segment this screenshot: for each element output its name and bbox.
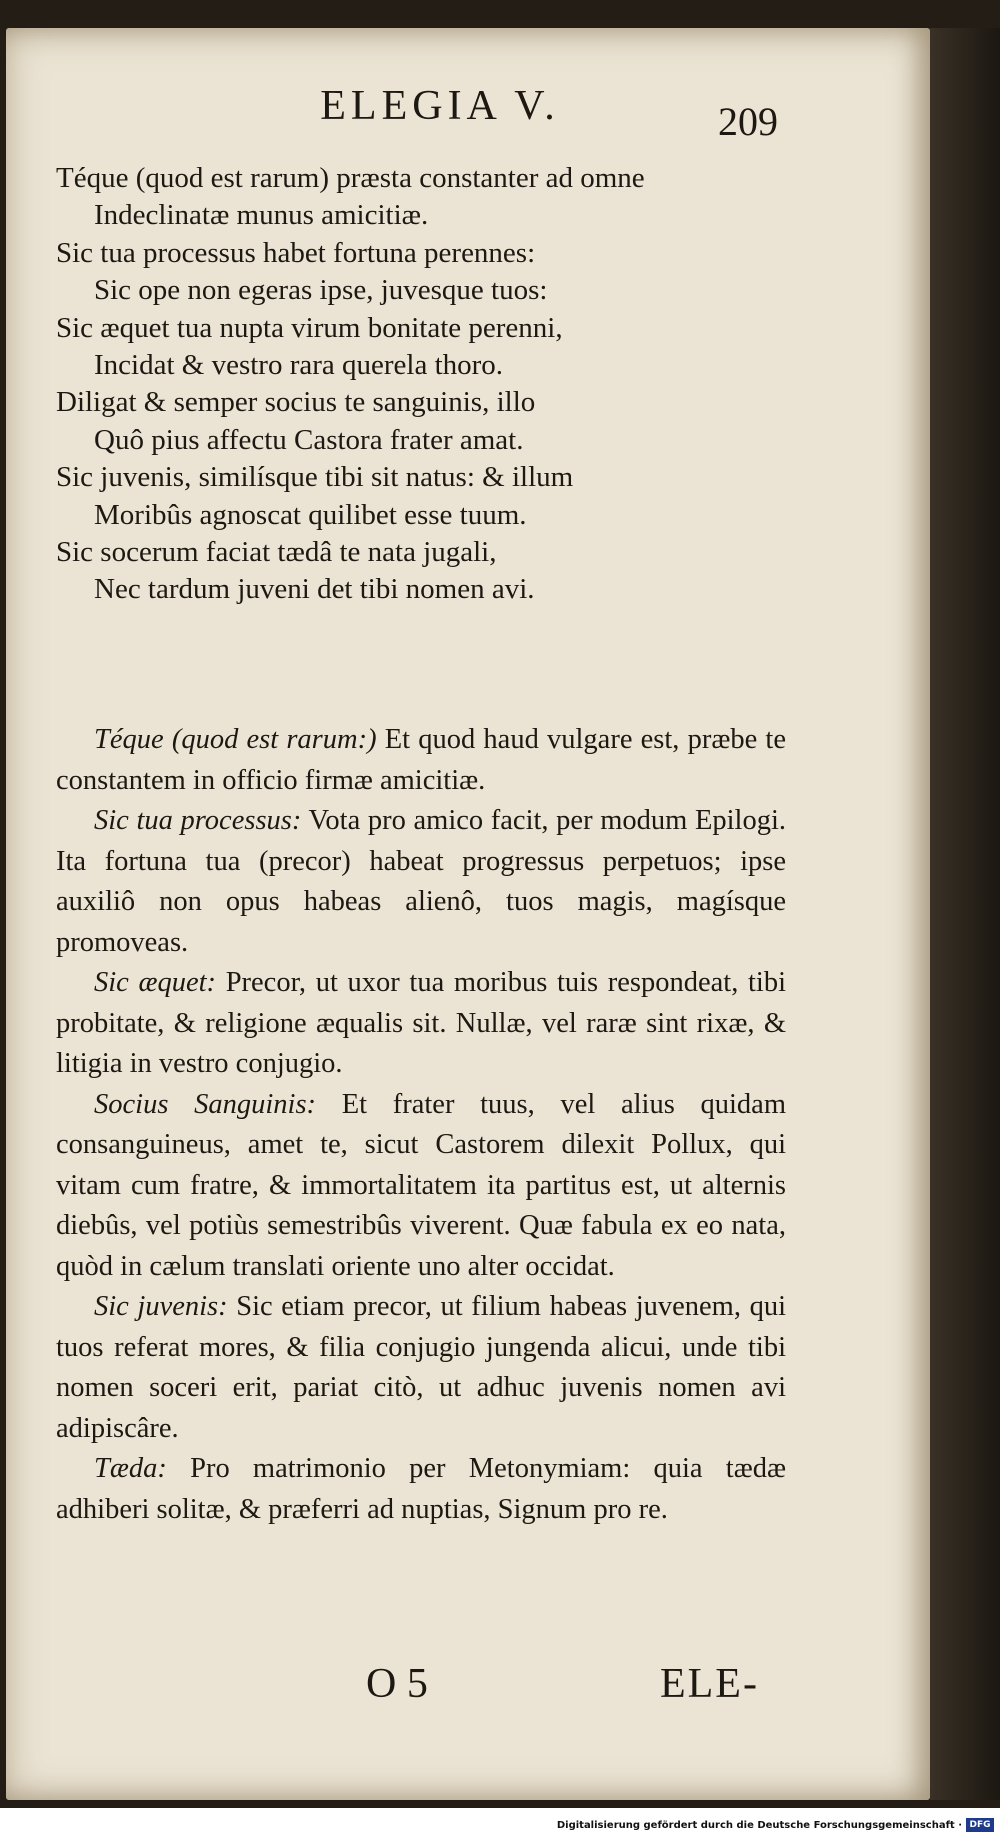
verse-line: Indeclinatæ munus amicitiæ. bbox=[94, 199, 429, 232]
verse-block bbox=[56, 160, 856, 609]
note-text: Et quod haud vulgare est, præbe te constantem in officio firmæ amicitiæ. bbox=[56, 724, 787, 796]
verse-line: Incidat & vestro rara querela thoro. bbox=[94, 349, 504, 382]
verse-line: Diligat & semper socius te sanguinis, illo bbox=[56, 386, 536, 419]
note-lemma: Sic tua processus: bbox=[94, 805, 302, 836]
note-text: Sic etiam precor, ut filium habeas juvenem, qui tuos referat mores, & filia conjugio jungenda alicui, unde tibi nomen soceri erit, pariat citò, ut adhuc juvenis nomen avi adipiscâre. bbox=[56, 1291, 786, 1444]
commentary-note bbox=[56, 1449, 786, 1530]
commentary-notes bbox=[56, 720, 786, 1530]
verse-line: Nec tardum juveni det tibi nomen avi. bbox=[94, 573, 535, 606]
commentary-note bbox=[56, 963, 786, 1085]
digitization-credit: Digitalisierung gefördert durch die Deutsche Forschungsgemeinschaft · bbox=[556, 1820, 962, 1831]
note-text: Et frater tuus, vel alius quidam consanguineus, amet te, sicut Castorem dilexit Pollux, qui vitam cum fratre, & immortalitatem ita partitus est, ut alternis diebûs, vel potiùs semestribûs viverent. Quæ fabula ex eo nata, quòd in cælum translati oriente uno alter occidat. bbox=[56, 1088, 786, 1282]
verse-line: Sic tua processus habet fortuna perennes: bbox=[56, 236, 536, 269]
signature-mark: O 5 bbox=[366, 1661, 428, 1707]
running-head: ELEGIA V. bbox=[320, 83, 560, 129]
note-lemma: Sic æquet: bbox=[94, 967, 217, 998]
book-edge bbox=[930, 28, 1000, 1800]
note-text: Pro matrimonio per Metonymiam: quia tædæ adhiberi solitæ, & præferri ad nuptias, Signum pro re. bbox=[56, 1453, 786, 1525]
note-text: Precor, ut uxor tua moribus tuis respondeat, tibi probitate, & religione æqualis sit. Nullæ, vel raræ sint rixæ, & litigia in vestro conjugio. bbox=[56, 967, 786, 1079]
note-lemma: Tæda: bbox=[94, 1453, 167, 1484]
page-number: 209 bbox=[718, 99, 778, 144]
verse-line: Téque (quod est rarum) præsta constanter ad omne bbox=[56, 162, 645, 194]
verse-line: Quô pius affectu Castora frater amat. bbox=[94, 423, 524, 456]
note-lemma: Socius Sanguinis: bbox=[94, 1088, 317, 1120]
commentary-note bbox=[56, 1287, 786, 1449]
verse-line: Moribûs agnoscat quilibet esse tuum. bbox=[94, 498, 527, 531]
note-lemma: Sic juvenis: bbox=[94, 1291, 228, 1322]
commentary-note bbox=[56, 720, 786, 801]
verse-line: Sic æquet tua nupta virum bonitate perenni, bbox=[56, 311, 563, 344]
commentary-note bbox=[56, 801, 786, 963]
verse-line: Sic socerum faciat tædâ te nata jugali, bbox=[56, 536, 497, 569]
dfg-logo-icon: DFG bbox=[966, 1818, 994, 1832]
note-lemma: Téque (quod est rarum:) bbox=[94, 724, 377, 755]
verse-line: Sic ope non egeras ipse, juvesque tuos: bbox=[94, 274, 548, 307]
commentary-note bbox=[56, 1085, 786, 1288]
verse-line: Sic juvenis, similísque tibi sit natus: & illum bbox=[56, 461, 574, 494]
catchword: ELE- bbox=[660, 1661, 759, 1707]
note-text: Vota pro amico facit, per modum Epilogi. Ita fortuna tua (precor) habeat progressus perpetuos; ipse auxiliô non opus habeas alienô, tuos magis, magísque promoveas. bbox=[56, 805, 786, 958]
